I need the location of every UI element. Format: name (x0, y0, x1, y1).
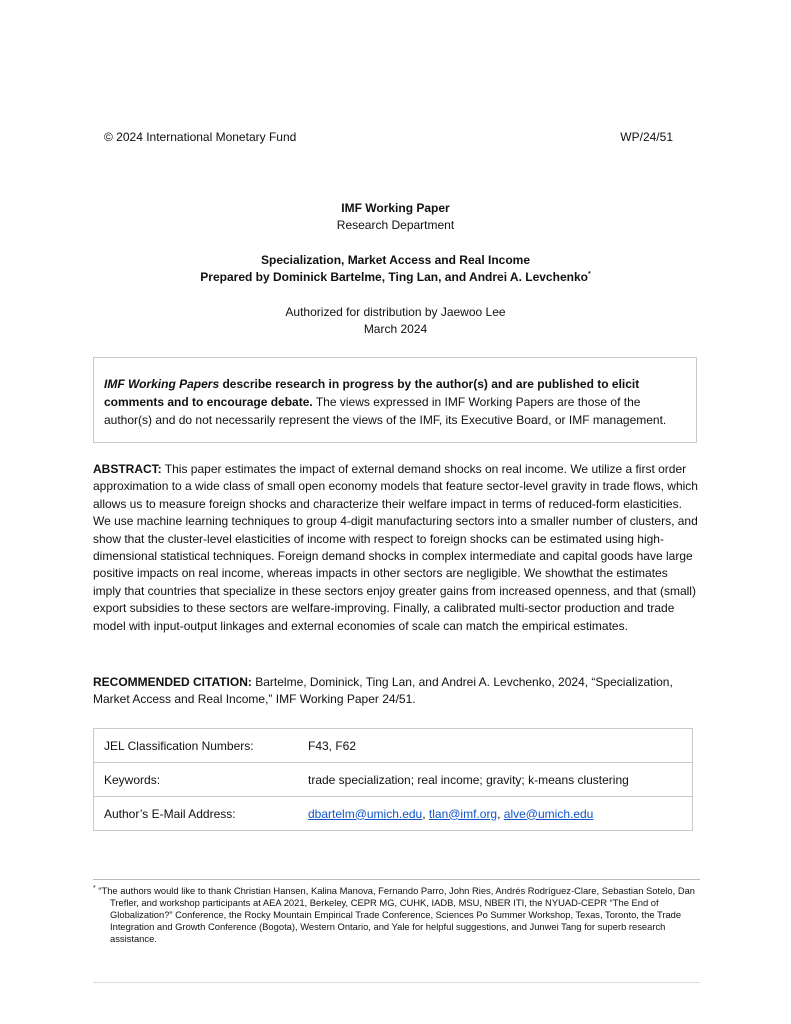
footnote-marker: * (587, 271, 591, 278)
email-separator: , (497, 806, 504, 821)
authors-line (0, 269, 791, 286)
keywords-value: trade specialization; real income; gravity; k-means clustering (298, 763, 693, 797)
footnote-divider (93, 879, 700, 880)
table-row (94, 797, 693, 831)
table-row (94, 763, 693, 797)
email-link-bartelme[interactable]: dbartelm@umich.edu (308, 806, 423, 821)
disclaimer-bold: describe research in progress by the author(s) and are published to elicit comments and to encourage debate. (104, 377, 640, 409)
citation-label: RECOMMENDED CITATION: (93, 675, 252, 689)
email-label: Author’s E-Mail Address: (94, 797, 299, 831)
department: Research Department (336, 218, 455, 232)
footnote (93, 885, 697, 945)
abstract-label: ABSTRACT: (93, 462, 162, 476)
jel-value: F43, F62 (298, 729, 693, 763)
paper-number: WP/24/51 (620, 130, 673, 144)
publication-date: March 2024 (363, 322, 428, 336)
series-title: IMF Working Paper (341, 201, 450, 215)
page-bottom-divider (93, 982, 700, 983)
disclaimer-box (93, 357, 697, 443)
email-link-levchenko[interactable]: alve@umich.edu (503, 806, 594, 821)
footnote-marker: * (93, 884, 96, 892)
table-row (94, 729, 693, 763)
prepared-by: Prepared by Dominick Bartelme, Ting Lan, and Andrei A. Levchenko (200, 270, 588, 284)
email-link-lan[interactable]: tlan@imf.org (428, 806, 498, 821)
email-values (298, 797, 693, 831)
footnote-text: “The authors would like to thank Christian Hansen, Kalina Manova, Fernando Parro, John Ries, Andrés Rodríguez-Clare, Sebastian Sotelo, Dan Trefler, and workshop participants at AEA 2021, Berkeley, CEPR MG, CUHK, IADB, MSU, NBER ITI, the NYUAD-CEPR “The End of Globalization?” Conference, the Rocky Mountain Empirical Trade Conference, Sciences Po Summer Workshop, Texas, Toronto, the Trade Integration and Growth Conference (Bogota), Western Ontario, and Yale for helpful suggestions, and Junwei Tang for superb research assistance. (95, 885, 696, 945)
copyright-notice: © 2024 International Monetary Fund (104, 130, 297, 144)
keywords-label: Keywords: (94, 763, 299, 797)
disclaimer-lead: IMF Working Papers (104, 377, 220, 391)
citation-text: Bartelme, Dominick, Ting Lan, and Andrei A. Levchenko, 2024, “Specialization, Market Access and Real Income,” IMF Working Paper 24/51. (93, 675, 673, 707)
recommended-citation (93, 674, 698, 709)
authorized-by: Authorized for distribution by Jaewoo Lee (285, 305, 506, 319)
abstract (93, 461, 698, 635)
email-separator: , (422, 806, 429, 821)
info-table (93, 728, 693, 831)
disclaimer-text: The views expressed in IMF Working Papers are those of the author(s) and do not necessarily represent the views of the IMF, its Executive Board, or IMF management. (104, 395, 667, 427)
paper-title: Specialization, Market Access and Real Income (261, 253, 530, 267)
abstract-text: This paper estimates the impact of external demand shocks on real income. We utilize a first order approximation to a wide class of small open economy models that feature sector-level gravity in trade flows, which allows us to measure foreign shocks and characterize their welfare impact in terms of reduced-form elasticities. We use machine learning techniques to group 4-digit manufacturing sectors into a smaller number of clusters, and show that the cluster-level elasticities of income with respect to foreign shocks can be estimated using high-dimensional statistical techniques. Foreign demand shocks in complex intermediate and capital goods have large positive impacts on real income, whereas impacts in other sectors are negligible. We showthat the estimates imply that countries that specialize in these sectors enjoy greater gains from increased openness, and that (small) export subsidies to these sectors are welfare-improving. Finally, a calibrated multi-sector production and trade model with input-output linkages and external economies of scale can match the empirical estimates. (93, 462, 698, 633)
jel-label: JEL Classification Numbers: (94, 729, 299, 763)
